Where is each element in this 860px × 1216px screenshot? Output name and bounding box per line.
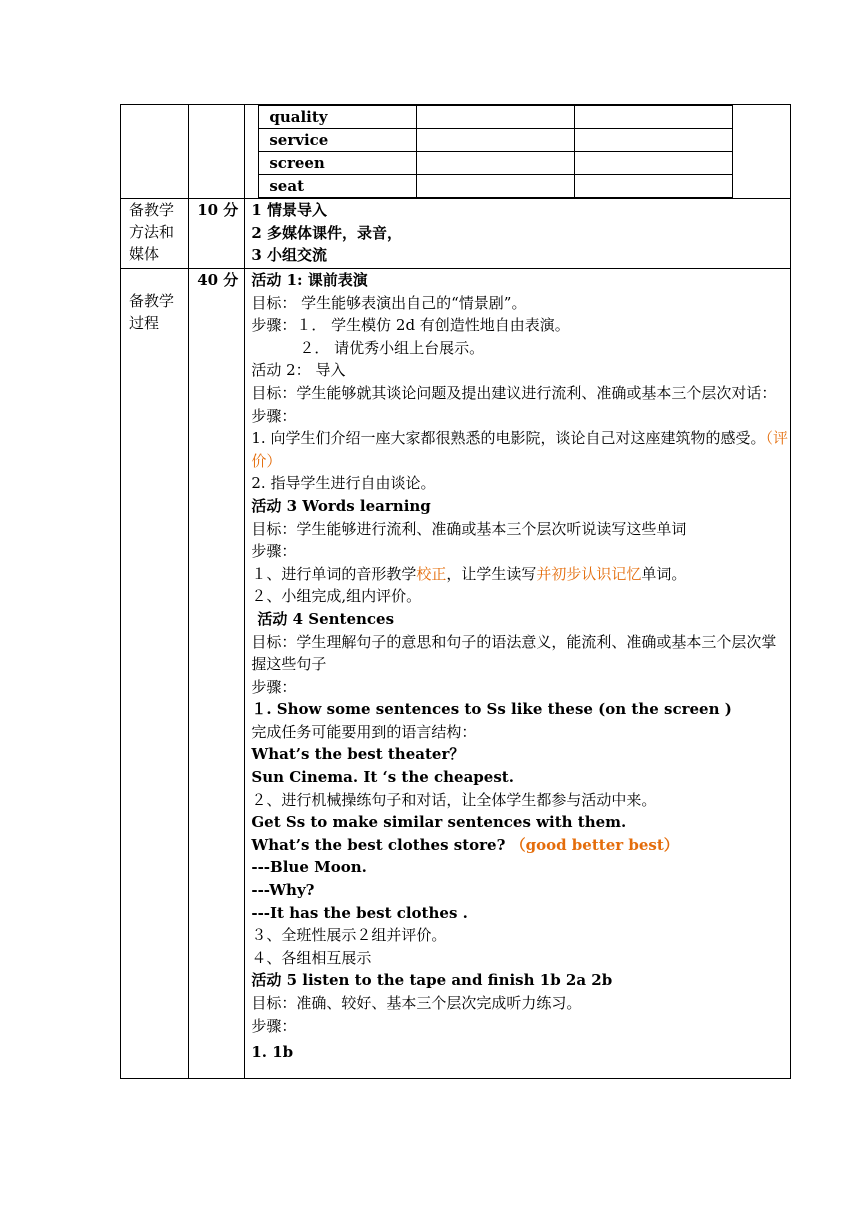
activity-2-step-2: 2. 指导学生进行自由谈论。 [251, 474, 436, 493]
activity-4-line: ---It has the best clothes . [251, 903, 468, 922]
vocab-blank [417, 106, 575, 129]
vocab-word: seat [259, 175, 417, 198]
process-label: 备教学 过程 [121, 269, 189, 1079]
activity-5-title: 活动 5 listen to the tape and finish 1b 2a 2b [251, 971, 613, 990]
method-line: 3 小组交流 [251, 246, 328, 265]
methods-row [121, 199, 791, 269]
activity-4-line: ３、全班性展示２组并评价。 [251, 926, 447, 945]
vocab-blank [575, 129, 733, 152]
activity-4-line: Get Ss to make similar sentences with them. [251, 813, 627, 832]
process-time: 40 分 [189, 269, 245, 1079]
vocab-blank [575, 152, 733, 175]
vocab-row-service [259, 129, 733, 152]
vocab-word: screen [259, 152, 417, 175]
activity-1-step-2: ２． 请优秀小组上台展示。 [299, 338, 485, 357]
vocab-blank [417, 129, 575, 152]
activity-2-step-1: 1. 向学生们介绍一座大家都很熟悉的电影院，谈论自己对这座建筑物的感受。（评价） [251, 429, 788, 470]
activity-2-title: 活动 2： 导入 [251, 361, 346, 380]
vocab-blank [575, 106, 733, 129]
empty-time-cell [189, 105, 245, 199]
activity-3-steps-label: 步骤： [251, 542, 297, 561]
activity-4-steps-label: 步骤： [251, 677, 297, 696]
activity-3-step-1: １、进行单词的音形教学校正，让学生读写并初步认识记忆单词。 [251, 564, 687, 583]
activity-4-title: 活动 4 Sentences [257, 609, 395, 628]
vocab-blank [575, 175, 733, 198]
process-row [121, 269, 791, 1079]
activity-3-step-2: ２、小组完成,组内评价。 [251, 587, 422, 606]
activity-1-goal: 目标： 学生能够表演出自己的“情景剧”。 [251, 293, 527, 312]
activity-4-line: What’s the best theater？ [251, 745, 465, 764]
activity-4-goal: 目标：学生理解句子的意思和句子的语法意义，能流利、准确或基本三个层次掌握这些句子 [251, 632, 777, 674]
vocab-row-quality [259, 106, 733, 129]
process-content [245, 269, 791, 1079]
methods-content [245, 199, 791, 269]
activity-4-line: ---Blue Moon. [251, 858, 367, 877]
vocab-table [258, 105, 733, 198]
method-line: 1 情景导入 [251, 201, 328, 219]
vocab-blank [417, 152, 575, 175]
activity-4-line: 完成任务可能要用到的语言结构： [251, 722, 477, 741]
method-line: 2 多媒体课件，录音， [251, 223, 403, 242]
grammar-hint: （good better best） [510, 835, 679, 854]
vocab-row-seat [259, 175, 733, 198]
activity-5-line: 1. 1b [251, 1043, 294, 1062]
activity-5-goal: 目标：准确、较好、基本三个层次完成听力练习。 [251, 994, 582, 1012]
activity-4-line: What’s the best clothes store? （good better best） [251, 835, 679, 854]
vocab-blank [417, 175, 575, 198]
vocab-row [121, 105, 791, 199]
activity-4-line: ---Why? [251, 881, 315, 900]
activity-5-steps-label: 步骤： [251, 1016, 297, 1035]
empty-label-cell [121, 105, 189, 199]
methods-time: 10 分 [189, 199, 245, 269]
activity-1-title: 活动 1: 课前表演 [251, 271, 368, 289]
lesson-plan-table [120, 104, 791, 1079]
vocab-cell [245, 105, 791, 199]
activity-1-step-1: 步骤：１． 学生模仿 2d 有创造性地自由表演。 [251, 316, 570, 335]
activity-2-steps-label: 步骤： [251, 406, 297, 425]
activity-4-line: ４、各组相互展示 [251, 948, 372, 967]
evaluation-note: （评价） [251, 429, 788, 470]
activity-3-title: 活动 3 Words learning [251, 496, 431, 515]
methods-label: 备教学 方法和 媒体 [121, 199, 189, 269]
activity-4-line: Sun Cinema. It ‘s the cheapest. [251, 768, 514, 787]
vocab-row-screen [259, 152, 733, 175]
activity-3-goal: 目标：学生能够进行流利、准确或基本三个层次听说读写这些单词 [251, 519, 687, 538]
activity-2-goal: 目标：学生能够就其谈论问题及提出建议进行流利、准确或基本三个层次对话： [251, 383, 777, 402]
activity-4-line: １. Show some sentences to Ss like these (on the screen ) [251, 700, 732, 719]
activity-4-line: ２、进行机械操练句子和对话，让全体学生都参与活动中来。 [251, 790, 657, 809]
vocab-word: quality [259, 106, 417, 129]
vocab-word: service [259, 129, 417, 152]
